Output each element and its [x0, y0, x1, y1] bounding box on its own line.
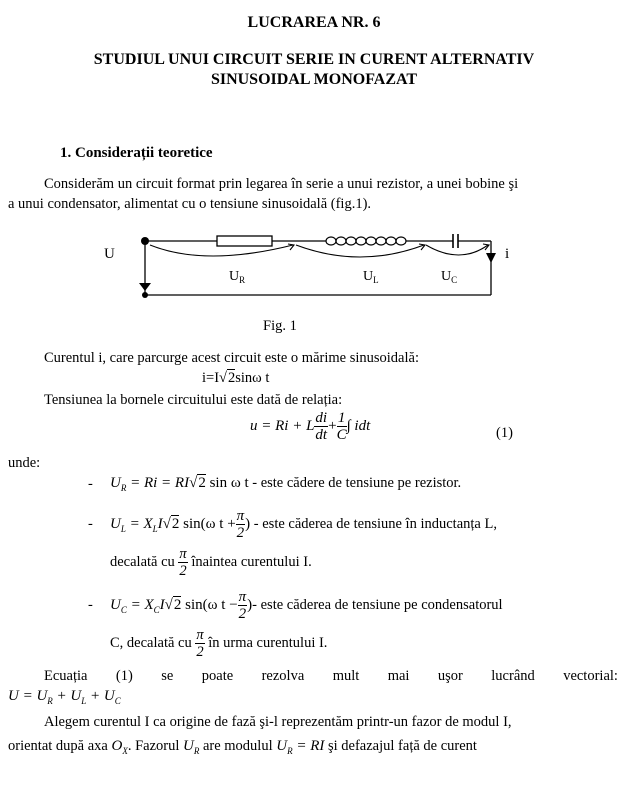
unde-label: unde: — [8, 455, 41, 471]
alegem-line: Alegem curentul I ca origine de fază şi-l reprezentăm printr-un fazor de modul I, — [44, 714, 512, 730]
subject-title-line2: SINUSOIDAL MONOFAZAT — [210, 71, 418, 88]
equation-number: (1) — [496, 425, 513, 441]
last-line: orientat după axa $O_X$. Fazorul $U_R$ are modulul $U_R$ = RI şi defazajul față de curent — [8, 738, 477, 756]
frac-pi-2-d: $\frac{\pi}{2}$ — [196, 627, 204, 660]
dash-2: - — [88, 516, 93, 532]
item-ur-formula: $U_R = Ri = RI√2$ sin ω t - este cădere de tensiune pe rezistor. — [110, 475, 462, 493]
vector-equation: $U = U_R + U_L + U_C$ — [8, 688, 121, 706]
item-ul-line2: decalată cu $\frac{\pi}{2}$ înaintea curentului I. — [110, 546, 312, 579]
subject-title-line1: STUDIUL UNUI CIRCUIT SERIE IN CURENT ALTERNATIV — [93, 51, 535, 68]
tension-line: Tensiunea la bornele circuitului este dată de relația: — [44, 392, 343, 408]
voltage-arrow — [139, 283, 151, 291]
current-formula: i=I√2sinω t — [202, 370, 270, 386]
frac-pi-2-b: $\frac{\pi}{2}$ — [179, 546, 187, 579]
frac-one-c: $\frac{1}{C}$ — [336, 410, 347, 443]
section-heading: 1. Considerații teoretice — [60, 145, 213, 161]
intro-line-2: a unui condensator, alimentat cu o tensiune sinusoidală (fig.1). — [8, 196, 372, 212]
resistor — [217, 236, 272, 246]
lab-title: LUCRAREA NR. 6 — [247, 14, 381, 31]
label-u: U — [104, 246, 115, 262]
arc-ur-head — [288, 244, 294, 250]
label-i: i — [505, 246, 510, 262]
intro-line-1: Considerăm un circuit format prin legarea în serie a unui rezistor, a unei bobine şi — [44, 176, 519, 192]
label-ur: $U_R$ — [229, 269, 246, 285]
frac-pi-2: $\frac{\pi}{2}$ — [236, 508, 245, 541]
item-ul-formula: $U_L = X_LI√2$ sin(ω t + $\frac{\pi}{2}$ ) - este căderea de tensiune în inductanța L, — [110, 508, 497, 541]
equation-1: u = Ri + L $\frac{di}{dt}$ + $\frac{1}{C}$ ∫ idt — [250, 410, 371, 443]
label-uc: $U_C$ — [441, 269, 458, 285]
circuit-diagram — [0, 225, 628, 335]
dash-3: - — [88, 597, 93, 613]
item-uc-formula: $U_C = X_CI√2$ sin(ω t − $\frac{\pi}{2}$ )- este căderea de tensiune pe condensatorul — [110, 589, 503, 622]
dash-1: - — [88, 476, 93, 492]
arc-ul — [296, 245, 424, 257]
ecuatia-line: Ecuația (1) se poate rezolva mult mai uşor lucrând vectorial: — [44, 668, 618, 684]
inductor-coil — [326, 237, 406, 245]
figure-caption: Fig. 1 — [263, 318, 297, 334]
frac-di-dt: $\frac{di}{dt}$ — [315, 410, 328, 443]
current-line: Curentul i, care parcurge acest circuit este o mărime sinusoidală: — [44, 350, 419, 366]
frac-pi-2-c: $\frac{\pi}{2}$ — [238, 589, 247, 622]
label-ul: $U_L$ — [363, 269, 379, 285]
terminal-top — [141, 237, 149, 245]
item-uc-line2: C, decalată cu $\frac{\pi}{2}$ în urma curentului I. — [110, 627, 328, 660]
arc-uc — [426, 245, 488, 255]
current-arrow — [486, 253, 496, 263]
terminal-bottom — [142, 292, 148, 298]
